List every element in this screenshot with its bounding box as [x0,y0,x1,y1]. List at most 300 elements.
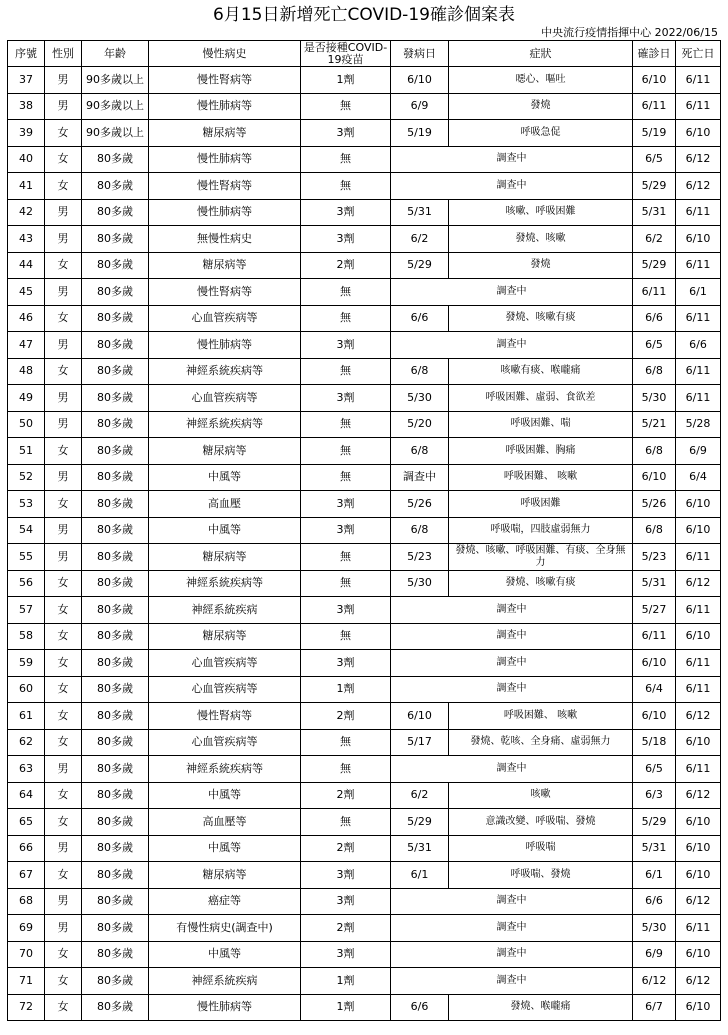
cell-symptoms: 調查中 [391,597,633,624]
cell-serial: 46 [8,305,45,332]
cell-sex: 女 [45,623,82,650]
cell-chronic-history: 神經系統疾病 [149,597,301,624]
cell-confirm-date: 5/31 [633,570,676,597]
cell-confirm-date: 5/31 [633,835,676,862]
cell-age: 80多歲 [82,305,149,332]
cell-symptoms: 發燒、喉嚨痛 [449,994,633,1021]
cell-age: 90多歲以上 [82,93,149,120]
cell-chronic-history: 心血管疾病等 [149,385,301,412]
table-row [8,703,721,730]
cell-sex: 男 [45,544,82,571]
cell-serial: 55 [8,544,45,571]
cell-symptoms: 呼吸困難、 咳嗽 [449,464,633,491]
cell-death-date: 6/12 [676,173,721,200]
table-row [8,623,721,650]
cell-death-date: 6/10 [676,226,721,253]
cell-vaccination: 無 [301,93,391,120]
cell-age: 80多歲 [82,676,149,703]
cell-sex: 女 [45,782,82,809]
table-row [8,332,721,359]
cell-vaccination: 1劑 [301,67,391,94]
cell-vaccination: 無 [301,729,391,756]
source-caption: 中央流行疫情指揮中心 2022/06/15 [541,26,718,39]
cell-confirm-date: 6/2 [633,226,676,253]
cell-chronic-history: 慢性肺病等 [149,994,301,1021]
cell-vaccination: 無 [301,464,391,491]
cell-symptoms: 呼吸困難、喘 [449,411,633,438]
cell-vaccination: 3劑 [301,888,391,915]
table-row [8,517,721,544]
cell-confirm-date: 6/10 [633,650,676,677]
cell-symptoms: 調查中 [391,173,633,200]
cell-age: 80多歲 [82,199,149,226]
cell-death-date: 6/10 [676,835,721,862]
cell-age: 80多歲 [82,941,149,968]
header-row [8,41,721,67]
cell-serial: 71 [8,968,45,995]
cell-confirm-date: 6/8 [633,358,676,385]
table-row [8,226,721,253]
cell-symptoms: 發燒、咳嗽、呼吸困難、有痰、全身無力 [449,544,633,571]
cell-confirm-date: 6/11 [633,279,676,306]
cell-age: 80多歲 [82,729,149,756]
cell-onset-date: 6/1 [391,862,449,889]
cell-sex: 男 [45,517,82,544]
cell-vaccination: 無 [301,173,391,200]
table-row [8,120,721,147]
cell-symptoms: 調查中 [391,888,633,915]
cell-sex: 女 [45,252,82,279]
cell-chronic-history: 神經系統疾病等 [149,411,301,438]
cell-sex: 女 [45,809,82,836]
header-serial: 序號 [8,41,45,67]
cell-chronic-history: 心血管疾病等 [149,650,301,677]
cell-death-date: 6/6 [676,332,721,359]
table-row [8,756,721,783]
cell-vaccination: 3劑 [301,862,391,889]
cell-death-date: 6/10 [676,862,721,889]
table-row [8,676,721,703]
cell-age: 80多歲 [82,623,149,650]
cell-sex: 男 [45,756,82,783]
cell-confirm-date: 5/29 [633,252,676,279]
cell-sex: 男 [45,411,82,438]
cell-chronic-history: 中風等 [149,517,301,544]
cell-sex: 男 [45,835,82,862]
cell-vaccination: 3劑 [301,120,391,147]
cell-death-date: 6/1 [676,279,721,306]
cell-onset-date: 5/23 [391,544,449,571]
table-row [8,411,721,438]
header-symptoms: 症狀 [449,41,633,67]
cell-sex: 女 [45,994,82,1021]
cell-symptoms: 意識改變、呼吸喘、發燒 [449,809,633,836]
cell-serial: 69 [8,915,45,942]
cell-chronic-history: 心血管疾病等 [149,676,301,703]
cell-sex: 男 [45,199,82,226]
cell-death-date: 6/10 [676,994,721,1021]
cell-sex: 女 [45,305,82,332]
cell-age: 80多歲 [82,146,149,173]
cell-serial: 38 [8,93,45,120]
cell-age: 80多歲 [82,809,149,836]
cell-chronic-history: 糖尿病等 [149,120,301,147]
cell-symptoms: 呼吸困難、胸痛 [449,438,633,465]
cell-age: 80多歲 [82,782,149,809]
cell-symptoms: 調查中 [391,941,633,968]
cell-chronic-history: 神經系統疾病 [149,968,301,995]
header-age: 年齡 [82,41,149,67]
table-row [8,862,721,889]
cell-symptoms: 咳嗽 [449,782,633,809]
header-vaccination: 是否接種COVID-19疫苗 [301,41,391,67]
cell-onset-date: 6/10 [391,703,449,730]
cell-symptoms: 咳嗽、呼吸困難 [449,199,633,226]
cell-sex: 女 [45,862,82,889]
cell-serial: 47 [8,332,45,359]
cell-symptoms: 調查中 [391,332,633,359]
cell-symptoms: 調查中 [391,915,633,942]
cell-age: 80多歲 [82,411,149,438]
cell-serial: 40 [8,146,45,173]
cell-chronic-history: 慢性肺病等 [149,146,301,173]
cell-confirm-date: 6/5 [633,146,676,173]
cell-death-date: 6/11 [676,305,721,332]
cell-confirm-date: 6/4 [633,676,676,703]
cell-sex: 女 [45,968,82,995]
cell-death-date: 6/10 [676,941,721,968]
cell-confirm-date: 6/10 [633,67,676,94]
cell-death-date: 6/10 [676,729,721,756]
cell-serial: 72 [8,994,45,1021]
page-title: 6月15日新增死亡COVID-19確診個案表 [213,5,515,25]
cell-chronic-history: 糖尿病等 [149,544,301,571]
cell-serial: 53 [8,491,45,518]
cell-onset-date: 5/29 [391,809,449,836]
table-row [8,941,721,968]
cell-age: 80多歲 [82,915,149,942]
cell-serial: 58 [8,623,45,650]
cell-serial: 57 [8,597,45,624]
cell-onset-date: 6/10 [391,67,449,94]
cell-death-date: 6/11 [676,756,721,783]
cell-chronic-history: 慢性肺病等 [149,93,301,120]
cell-death-date: 6/12 [676,570,721,597]
cell-death-date: 6/10 [676,517,721,544]
cell-age: 80多歲 [82,332,149,359]
cell-vaccination: 無 [301,438,391,465]
cell-age: 80多歲 [82,570,149,597]
cell-serial: 51 [8,438,45,465]
cell-death-date: 6/11 [676,915,721,942]
cell-confirm-date: 6/5 [633,332,676,359]
cell-age: 90多歲以上 [82,120,149,147]
cell-age: 80多歲 [82,252,149,279]
header-death-date: 死亡日 [676,41,721,67]
cell-symptoms: 調查中 [391,279,633,306]
cell-sex: 男 [45,93,82,120]
cell-vaccination: 無 [301,279,391,306]
cell-age: 80多歲 [82,835,149,862]
cell-serial: 70 [8,941,45,968]
cell-age: 80多歲 [82,888,149,915]
cell-serial: 48 [8,358,45,385]
cell-confirm-date: 5/27 [633,597,676,624]
cell-chronic-history: 糖尿病等 [149,862,301,889]
cell-onset-date: 6/8 [391,438,449,465]
cell-death-date: 6/9 [676,438,721,465]
cell-age: 80多歲 [82,438,149,465]
cell-chronic-history: 慢性腎病等 [149,279,301,306]
cell-onset-date: 6/9 [391,93,449,120]
cell-confirm-date: 5/29 [633,809,676,836]
cell-confirm-date: 5/19 [633,120,676,147]
cell-vaccination: 2劑 [301,252,391,279]
table-row [8,252,721,279]
cell-symptoms: 調查中 [391,623,633,650]
cell-chronic-history: 神經系統疾病等 [149,570,301,597]
cell-symptoms: 調查中 [391,756,633,783]
cell-chronic-history: 無慢性病史 [149,226,301,253]
cell-serial: 61 [8,703,45,730]
cell-death-date: 6/11 [676,650,721,677]
cell-death-date: 6/11 [676,358,721,385]
cell-chronic-history: 中風等 [149,835,301,862]
cell-serial: 63 [8,756,45,783]
cell-symptoms: 呼吸喘，四肢虛弱無力 [449,517,633,544]
cell-vaccination: 無 [301,756,391,783]
cell-sex: 女 [45,173,82,200]
cell-sex: 女 [45,597,82,624]
cell-vaccination: 無 [301,411,391,438]
cell-age: 80多歲 [82,226,149,253]
cell-sex: 男 [45,385,82,412]
cell-vaccination: 無 [301,570,391,597]
cell-vaccination: 無 [301,146,391,173]
cell-vaccination: 3劑 [301,491,391,518]
table-row [8,650,721,677]
cell-serial: 42 [8,199,45,226]
cell-confirm-date: 6/8 [633,438,676,465]
cell-vaccination: 無 [301,623,391,650]
cell-onset-date: 6/2 [391,782,449,809]
cell-age: 80多歲 [82,173,149,200]
cell-vaccination: 3劑 [301,226,391,253]
cases-table [7,40,721,1021]
cell-vaccination: 1劑 [301,968,391,995]
cell-chronic-history: 慢性腎病等 [149,67,301,94]
cell-serial: 37 [8,67,45,94]
cell-symptoms: 呼吸喘 [449,835,633,862]
cell-symptoms: 呼吸急促 [449,120,633,147]
cell-confirm-date: 6/6 [633,305,676,332]
cell-age: 80多歲 [82,994,149,1021]
cell-confirm-date: 6/11 [633,93,676,120]
cell-onset-date: 5/17 [391,729,449,756]
cell-chronic-history: 中風等 [149,941,301,968]
cell-symptoms: 調查中 [391,968,633,995]
cell-confirm-date: 6/7 [633,994,676,1021]
cell-confirm-date: 6/1 [633,862,676,889]
cell-confirm-date: 6/12 [633,968,676,995]
cell-vaccination: 3劑 [301,941,391,968]
cell-onset-date: 5/31 [391,835,449,862]
cell-chronic-history: 神經系統疾病等 [149,358,301,385]
cell-age: 80多歲 [82,862,149,889]
cell-death-date: 6/10 [676,809,721,836]
cell-onset-date: 5/20 [391,411,449,438]
table-row [8,305,721,332]
table-row [8,968,721,995]
table-row [8,994,721,1021]
table-row [8,835,721,862]
header-confirm-date: 確診日 [633,41,676,67]
cell-age: 80多歲 [82,385,149,412]
cell-symptoms: 調查中 [391,146,633,173]
cell-chronic-history: 心血管疾病等 [149,729,301,756]
table-row [8,491,721,518]
cell-vaccination: 無 [301,809,391,836]
cell-chronic-history: 高血壓等 [149,809,301,836]
cell-sex: 男 [45,226,82,253]
cell-age: 80多歲 [82,544,149,571]
table-row [8,888,721,915]
cell-symptoms: 咳嗽有痰、喉嚨痛 [449,358,633,385]
cell-symptoms: 調查中 [391,650,633,677]
cell-vaccination: 無 [301,358,391,385]
cell-death-date: 6/11 [676,385,721,412]
cell-onset-date: 6/2 [391,226,449,253]
cell-symptoms: 調查中 [391,676,633,703]
table-row [8,67,721,94]
cell-serial: 64 [8,782,45,809]
table-row [8,279,721,306]
cell-serial: 59 [8,650,45,677]
cell-chronic-history: 高血壓 [149,491,301,518]
table-row [8,146,721,173]
cell-death-date: 6/10 [676,120,721,147]
cell-confirm-date: 6/10 [633,464,676,491]
cell-serial: 67 [8,862,45,889]
table-row [8,782,721,809]
cell-death-date: 6/12 [676,146,721,173]
cell-death-date: 6/10 [676,623,721,650]
cell-confirm-date: 6/10 [633,703,676,730]
cell-death-date: 6/12 [676,703,721,730]
cell-serial: 45 [8,279,45,306]
cell-onset-date: 5/31 [391,199,449,226]
cell-sex: 女 [45,650,82,677]
table-body [8,67,721,1021]
cell-chronic-history: 慢性腎病等 [149,703,301,730]
cell-sex: 女 [45,703,82,730]
cell-death-date: 6/11 [676,597,721,624]
cell-death-date: 6/12 [676,968,721,995]
table-row [8,915,721,942]
cell-sex: 男 [45,279,82,306]
cell-symptoms: 發燒 [449,93,633,120]
cell-chronic-history: 糖尿病等 [149,252,301,279]
cell-onset-date: 5/30 [391,570,449,597]
cell-symptoms: 發燒 [449,252,633,279]
cell-sex: 女 [45,438,82,465]
cell-serial: 68 [8,888,45,915]
cell-onset-date: 6/8 [391,358,449,385]
cell-age: 80多歲 [82,358,149,385]
cell-death-date: 6/11 [676,67,721,94]
cell-death-date: 5/28 [676,411,721,438]
cell-sex: 男 [45,67,82,94]
cell-serial: 39 [8,120,45,147]
cell-confirm-date: 6/8 [633,517,676,544]
cell-chronic-history: 糖尿病等 [149,623,301,650]
cell-death-date: 6/12 [676,888,721,915]
cell-vaccination: 1劑 [301,676,391,703]
cell-chronic-history: 慢性腎病等 [149,173,301,200]
cell-symptoms: 發燒、乾咳、全身痛、虛弱無力 [449,729,633,756]
cell-confirm-date: 5/31 [633,199,676,226]
cell-sex: 女 [45,358,82,385]
cell-symptoms: 呼吸困難 [449,491,633,518]
cell-confirm-date: 5/23 [633,544,676,571]
cell-onset-date: 5/30 [391,385,449,412]
cell-vaccination: 3劑 [301,385,391,412]
cell-death-date: 6/11 [676,252,721,279]
cell-vaccination: 3劑 [301,332,391,359]
cell-vaccination: 1劑 [301,994,391,1021]
cell-serial: 44 [8,252,45,279]
cell-age: 80多歲 [82,597,149,624]
cell-onset-date: 5/29 [391,252,449,279]
cell-sex: 女 [45,570,82,597]
cell-age: 80多歲 [82,279,149,306]
cell-symptoms: 發燒、咳嗽有痰 [449,305,633,332]
cell-chronic-history: 中風等 [149,464,301,491]
cell-vaccination: 2劑 [301,782,391,809]
table-row [8,438,721,465]
cell-sex: 女 [45,491,82,518]
cell-vaccination: 無 [301,544,391,571]
cell-chronic-history: 慢性肺病等 [149,199,301,226]
cell-age: 80多歲 [82,968,149,995]
cell-death-date: 6/10 [676,491,721,518]
header-sex: 性別 [45,41,82,67]
table-row [8,358,721,385]
cell-sex: 女 [45,146,82,173]
header-onset-date: 發病日 [391,41,449,67]
cell-sex: 男 [45,915,82,942]
cell-age: 90多歲以上 [82,67,149,94]
table-row [8,464,721,491]
table-row [8,597,721,624]
table-row [8,544,721,571]
cell-onset-date: 6/8 [391,517,449,544]
cell-onset-date: 6/6 [391,994,449,1021]
cell-chronic-history: 慢性肺病等 [149,332,301,359]
cell-confirm-date: 6/9 [633,941,676,968]
cell-confirm-date: 5/29 [633,173,676,200]
cell-serial: 56 [8,570,45,597]
cell-age: 80多歲 [82,756,149,783]
table-row [8,570,721,597]
cell-death-date: 6/11 [676,544,721,571]
cell-confirm-date: 6/11 [633,623,676,650]
cell-confirm-date: 5/26 [633,491,676,518]
table-row [8,385,721,412]
table-row [8,173,721,200]
cell-symptoms: 噁心、嘔吐 [449,67,633,94]
cell-chronic-history: 癌症等 [149,888,301,915]
